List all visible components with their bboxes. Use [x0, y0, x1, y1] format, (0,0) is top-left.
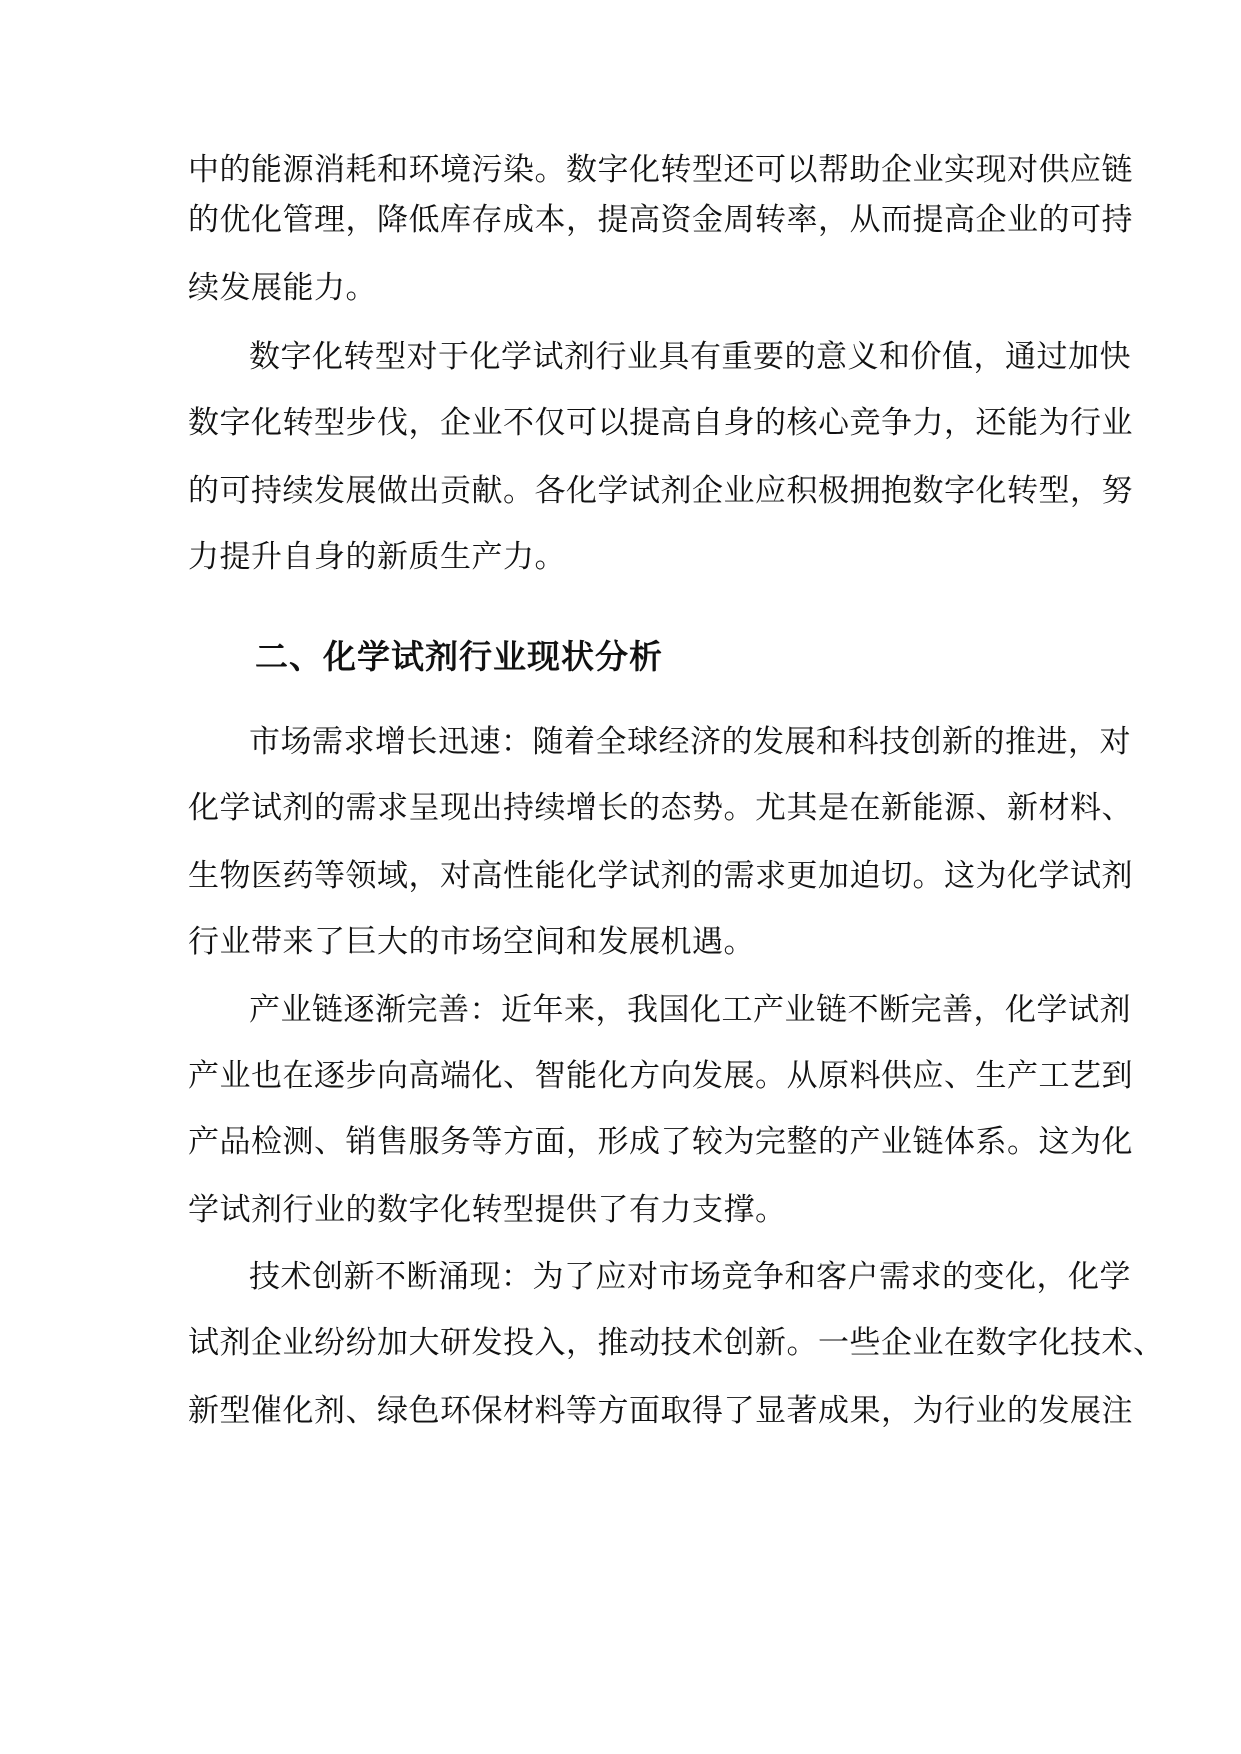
paragraph-2-line-1: 数字化转型对于化学试剂行业具有重要的意义和价值，通过加快 [249, 339, 1131, 375]
paragraph-5-line-3: 新型催化剂、绿色环保材料等方面取得了显著成果，为行业的发展注 [188, 1393, 1133, 1429]
paragraph-4-line-2: 产业也在逐步向高端化、智能化方向发展。从原料供应、生产工艺到 [188, 1058, 1133, 1094]
paragraph-4-line-3: 产品检测、销售服务等方面，形成了较为完整的产业链体系。这为化 [188, 1124, 1133, 1160]
paragraph-3-line-3: 生物医药等领域，对高性能化学试剂的需求更加迫切。这为化学试剂 [188, 858, 1133, 894]
paragraph-3-line-1: 市场需求增长迅速：随着全球经济的发展和科技创新的推进，对 [249, 724, 1131, 760]
paragraph-1-line-2: 的优化管理，降低库存成本，提高资金周转率，从而提高企业的可持 [188, 202, 1133, 238]
paragraph-5-line-2: 试剂企业纷纷加大研发投入，推动技术创新。一些企业在数字化技术、 [188, 1325, 1165, 1361]
paragraph-1-line-3: 续发展能力。 [188, 270, 377, 306]
paragraph-4-line-4: 学试剂行业的数字化转型提供了有力支撑。 [188, 1192, 787, 1228]
paragraph-1-line-1: 中的能源消耗和环境污染。数字化转型还可以帮助企业实现对供应链 [188, 152, 1133, 188]
paragraph-3-line-2: 化学试剂的需求呈现出持续增长的态势。尤其是在新能源、新材料、 [188, 790, 1133, 826]
paragraph-2-line-4: 力提升自身的新质生产力。 [188, 539, 566, 575]
section-heading: 二、化学试剂行业现状分析 [255, 637, 663, 676]
paragraph-2-line-3: 的可持续发展做出贡献。各化学试剂企业应积极拥抱数字化转型，努 [188, 473, 1133, 509]
paragraph-4-line-1: 产业链逐渐完善：近年来，我国化工产业链不断完善，化学试剂 [249, 992, 1131, 1028]
paragraph-5-line-1: 技术创新不断涌现：为了应对市场竞争和客户需求的变化，化学 [249, 1259, 1131, 1295]
paragraph-2-line-2: 数字化转型步伐，企业不仅可以提高自身的核心竞争力，还能为行业 [188, 405, 1133, 441]
paragraph-3-line-4: 行业带来了巨大的市场空间和发展机遇。 [188, 924, 755, 960]
